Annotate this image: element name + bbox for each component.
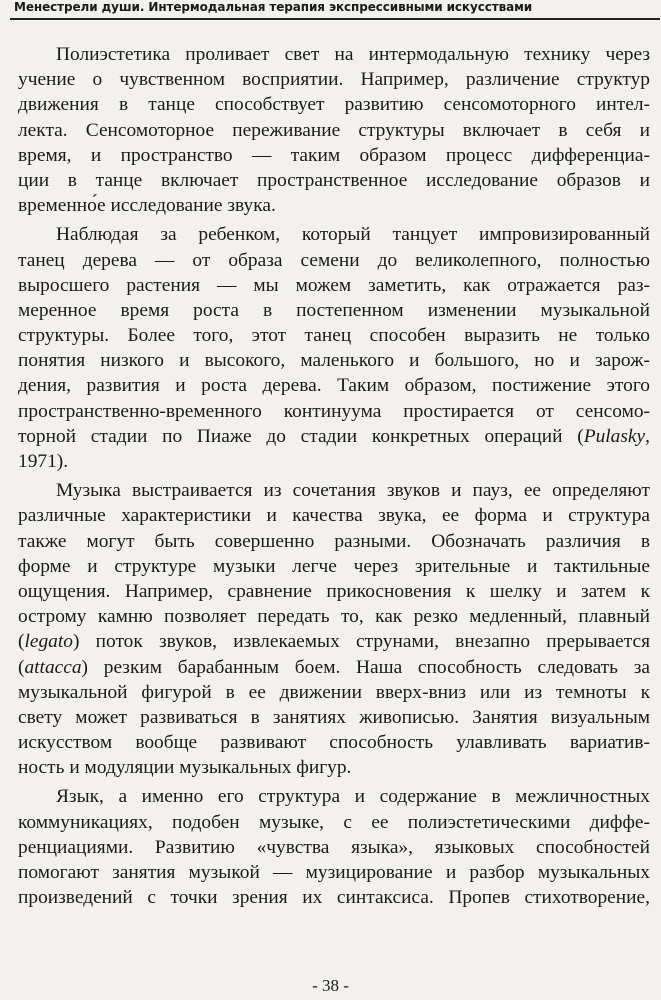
italic-term: legato bbox=[24, 631, 73, 653]
text-line: дения, развития и роста дерева. Таким образом, постижение этого bbox=[18, 375, 650, 397]
text-line: искусством вообще развивают способность улавливать вариатив- bbox=[18, 732, 650, 754]
text-line: помогают занятия музыкой — музицирование и разбор музыкальных bbox=[18, 862, 650, 883]
paragraph-4 bbox=[18, 784, 650, 910]
text-line: произведений с точки зрения их синтаксиса. Пропев стихотворение, bbox=[18, 887, 650, 909]
text-line: меренное время роста в постепенном изменении музыкальной bbox=[18, 299, 650, 321]
text-line: 1971). bbox=[18, 451, 69, 472]
text-line: ции в танце включает пространственное исследование образов и bbox=[18, 169, 650, 191]
text-line: (attacca) резким барабанным боем. Наша способность следовать за bbox=[18, 656, 650, 678]
text-line: (legato) поток звуков, извлекаемых струнами, внезапно прерывается bbox=[18, 631, 650, 653]
text-line: время, и пространство — таким образом процесс дифференциа- bbox=[18, 144, 650, 166]
page-number: - 38 - bbox=[312, 976, 349, 995]
text-line: торной стадии по Пиаже до стадии конкретных операций (Pulasky, bbox=[18, 425, 650, 447]
text-line: временно́е исследование звука. bbox=[18, 195, 276, 217]
paragraph-1 bbox=[18, 42, 650, 218]
body-text bbox=[18, 42, 650, 910]
text-line: форме и структуре музыки легче через зрительные и тактильные bbox=[18, 555, 650, 577]
text-line: движения в танце способствует развитию сенсомоторного интел- bbox=[18, 94, 650, 116]
text-line: пространственно-временного континуума простирается от сенсомо- bbox=[18, 400, 650, 422]
text-line: также могут быть совершенно разными. Обозначать различия в bbox=[18, 530, 650, 552]
text-line: структуры. Более того, этот танец способен выразить не только bbox=[18, 325, 650, 347]
text-line: Полиэстетика проливает свет на интермодальную технику через bbox=[56, 44, 650, 65]
text-line: ощущения. Например, сравнение прикосновения к шелку и затем к bbox=[18, 580, 650, 602]
paragraph-2 bbox=[18, 222, 650, 474]
italic-term: attacca bbox=[24, 656, 82, 678]
text-line: свету может развиваться в занятиях живописью. Занятия визуальным bbox=[18, 706, 650, 728]
text-line: лекта. Сенсомоторное переживание структуры включает в себя и bbox=[18, 119, 650, 141]
italic-term: Pulasky bbox=[583, 425, 646, 447]
running-head: Менестрели души. Интермодальная терапия экспрессивными искусствами bbox=[14, 0, 533, 14]
text-line: острому камню позволяет передать то, как резко медленный, плавный bbox=[18, 606, 650, 628]
paragraph-3 bbox=[18, 478, 650, 780]
header-rule bbox=[10, 18, 660, 20]
text-line: Музыка выстраивается из сочетания звуков и пауз, ее определяют bbox=[56, 480, 650, 502]
text-line: выросшего растения — мы можем заметить, как отражается раз- bbox=[18, 274, 650, 296]
text-line: коммуникациях, подобен музыке, с ее полиэстетическими диффе- bbox=[18, 811, 650, 833]
text-line: ность и модуляции музыкальных фигур. bbox=[18, 757, 352, 779]
text-line: учение о чувственном восприятии. Например, различение структур bbox=[18, 69, 650, 91]
text-line: понятия низкого и высокого, маленького и большого, но и зарож- bbox=[18, 350, 650, 372]
text-line: различные характеристики и качества звука, ее форма и структура bbox=[18, 505, 650, 527]
text-line: музыкальной фигурой в ее движении вверх-вниз или из темноты к bbox=[18, 681, 650, 703]
text-line: танец дерева — от образа семени до великолепного, полностью bbox=[18, 249, 650, 271]
text-line: Язык, а именно его структура и содержание в межличностных bbox=[56, 786, 650, 808]
text-line: Наблюдая за ребенком, который танцует импровизированный bbox=[56, 224, 650, 246]
text-line: ренциациями. Развитию «чувства языка», языковых способностей bbox=[18, 836, 650, 858]
